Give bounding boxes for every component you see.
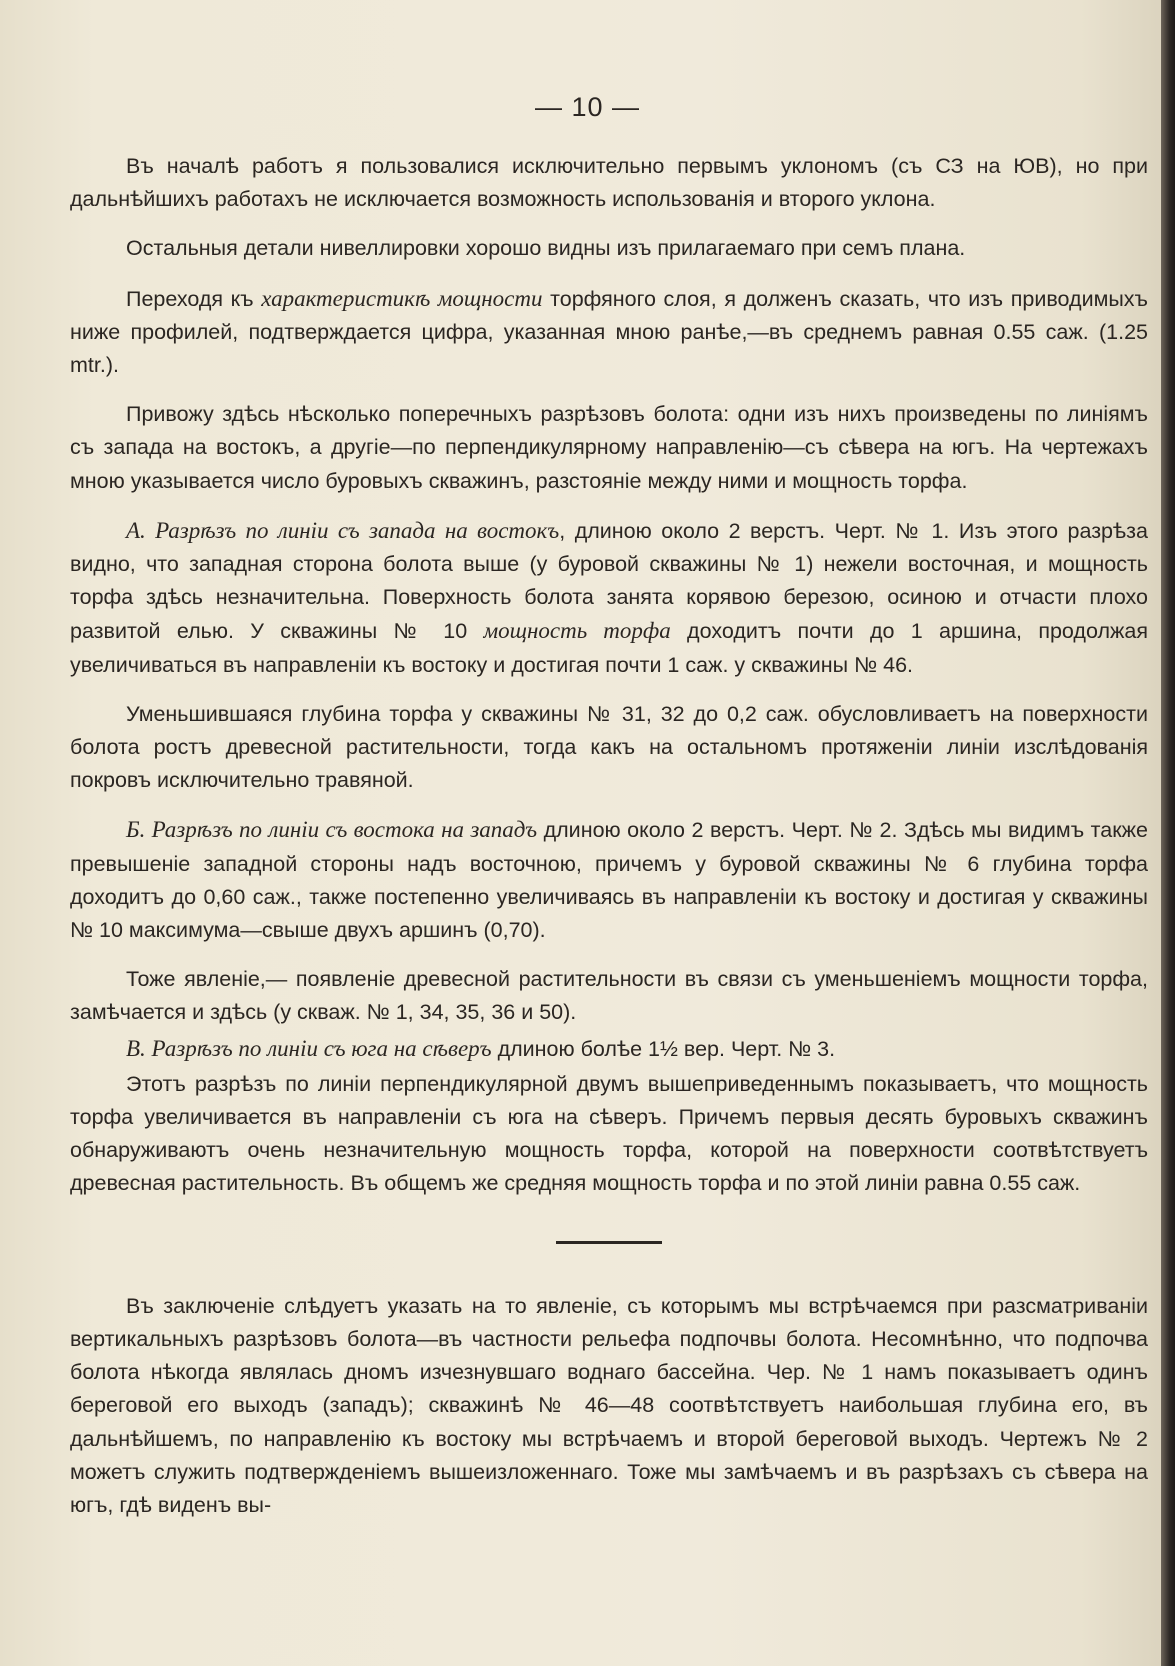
section-divider (556, 1241, 662, 1244)
section-a-paragraph: А. Разрѣзъ по линіи съ запада на востокъ, длиною около 2 верстъ. Черт. № 1. Изъ этого разрѣза видно, что западная сторона болота выше (у буровой скважины № 1) нежели восточная, и мощность торфа здѣсь незначительна. Поверхность болота занята корявою березою, осиною и отчасти плохо развитой елью. У скважины № 10 мощность торфа доходитъ почти до 1 аршина, продолжая увеличиваться въ направленіи къ востоку и достигая почти 1 саж. у скважины № 46. (70, 517, 1148, 677)
italic-term: мощность торфа (483, 618, 671, 644)
page-number: — 10 — (534, 92, 641, 122)
paragraph-1: Въ началѣ работъ я пользовалися исключительно первымъ уклономъ (съ СЗ на ЮВ), но при дальнѣйшихъ работахъ не исключается возможность использованія и второго уклона. (70, 154, 1148, 212)
paragraph-8: Тоже явленіе,— появленіе древесной растительности въ связи съ уменьшеніемъ мощности торфа, замѣчается и здѣсь (у скваж. № 1, 34, 35, 36 и 50). (70, 967, 1148, 1025)
page-edge-shadow (1161, 0, 1175, 1666)
paragraph-2: Остальныя детали нивеллировки хорошо видны изъ прилагаемаго при семъ плана. (126, 236, 966, 261)
section-a-heading: А. Разрѣзъ по линіи съ запада на востокъ (126, 517, 560, 543)
section-c-heading: В. Разрѣзъ по линіи съ юга на сѣверъ (126, 1035, 492, 1061)
section-b-paragraph: Б. Разрѣзъ по линіи съ востока на западъ длиною около 2 верстъ. Черт. № 2. Здѣсь мы видимъ также превышеніе западной стороны надъ восточною, причемъ у буровой скважины № 6 глубина торфа доходитъ до 0,60 саж., также постепенно увеличиваясь въ направленіи къ востоку и достигая у скважины № 10 максимума—свыше двухъ аршинъ (0,70). (70, 817, 1148, 943)
paragraph-6: Уменьшившаяся глубина торфа у скважины № 31, 32 до 0,2 саж. обусловливаетъ на поверхности болота ростъ древесной растительности, тогда какъ на остальномъ протяженіи линіи изслѣдованія покровъ исключительно травяной. (70, 701, 1148, 793)
italic-term: характеристикѣ мощности (261, 285, 543, 311)
document-body (70, 150, 1148, 1538)
paragraph-3: Переходя къ характеристикѣ мощности торфяного слоя, я долженъ сказать, что изъ приводимыхъ ниже профилей, подтверждается цифра, указанная мною ранѣе,—въ среднемъ равная 0.55 саж. (1.25 mtr.). (70, 285, 1148, 378)
section-b-heading: Б. Разрѣзъ по линіи съ востока на западъ (126, 817, 538, 843)
paragraph-10: Этотъ разрѣзъ по линіи перпендикулярной двумъ вышеприведеннымъ показываетъ, что мощность торфа увеличивается въ направленіи съ юга на сѣверъ. Причемъ первыя десять буровыхъ скважинъ обнаруживаютъ очень незначительную мощность торфа, которой на поверхности соотвѣтствуетъ древесная растительность. Въ общемъ же средняя мощность торфа и по этой линіи равна 0.55 саж. (70, 1071, 1148, 1196)
paragraph-11: Въ заключеніе слѣдуетъ указать на то явленіе, съ которымъ мы встрѣчаемся при разсматриваніи вертикальныхъ разрѣзовъ болота—въ частности рельефа подпочвы болота. Несомнѣнно, что подпочва болота нѣкогда являлась дномъ изчезнувшаго воднаго бассейна. Чер. № 1 намъ показываетъ одинъ береговой его выходъ (западъ); скважинѣ № 46—48 соотвѣтствуетъ наибольшая глубина его, въ дальнѣйшемъ, по направленію къ востоку мы встрѣчаемъ и второй береговой выходъ. Чертежъ № 2 можетъ служить подтвержденіемъ вышеизложеннаго. Тоже мы замѣчаемъ и въ разрѣзахъ съ сѣвера на югъ, гдѣ виденъ вы- (70, 1293, 1148, 1517)
paragraph-4: Привожу здѣсь нѣсколько поперечныхъ разрѣзовъ болота: одни изъ нихъ произведены по линіямъ съ запада на востокъ, а другіе—по перпендикулярному направленію—съ сѣвера на югъ. На чертежахъ мною указывается число буровыхъ скважинъ, разстояніе между ними и мощность торфа. (70, 402, 1148, 493)
section-c-paragraph: В. Разрѣзъ по линіи съ юга на сѣверъ длиною болѣе 1½ вер. Черт. № 3. (126, 1035, 836, 1061)
